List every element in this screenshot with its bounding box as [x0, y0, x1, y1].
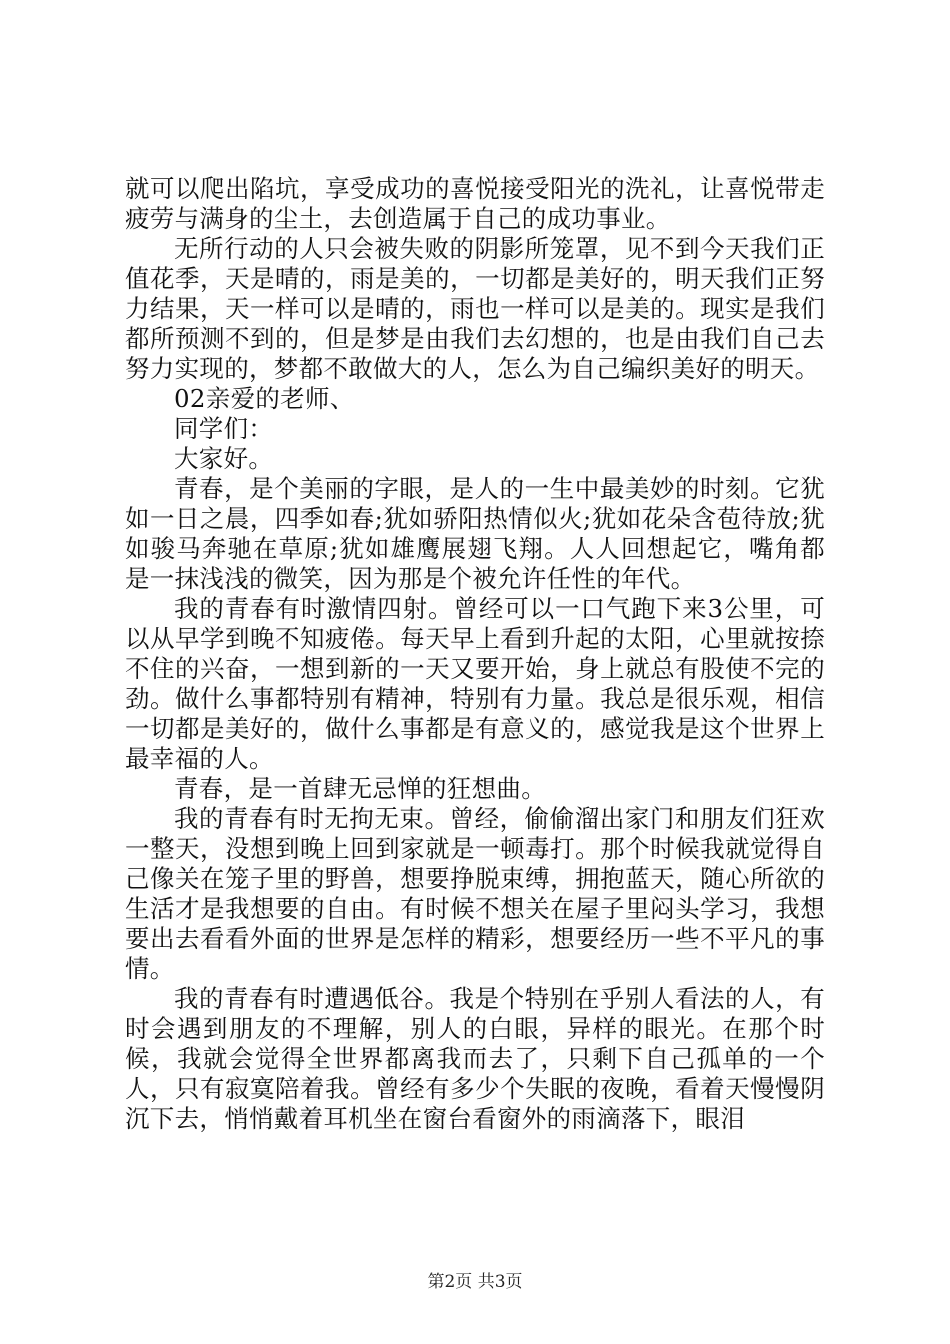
salutation-line: 同学们： [174, 414, 274, 443]
paragraph: 我的青春有时遭遇低谷。我是个特别在乎别人看法的人，有时会遇到朋友的不理解，别人的白眼，异样的眼光。在那个时候，我就会觉得全世界都离我而去了，只剩下自己孤单的一个人，只有寂寞陪着我。曾经有多少个失眠的夜晚，看着天慢慢阴沉下去，悄悄戴着耳机坐在窗台看窗外的雨滴落下，眼泪 [125, 984, 825, 1133]
greeting-line: 大家好。 [174, 444, 274, 473]
paragraph: 我的青春有时无拘无束。曾经，偷偷溜出家门和朋友们狂欢一整天，没想到晚上回到家就是一顿毒打。那个时候我就觉得自己像关在笼子里的野兽，想要挣脱束缚，拥抱蓝天，随心所欲的生活才是我想要的自由。有时候不想关在屋子里闷头学习，我想要出去看看外面的世界是怎样的精彩，想要经历一些不平凡的事情。 [125, 804, 825, 983]
paragraph: 我的青春有时激情四射。曾经可以一口气跑下来3公里，可以从早学到晚不知疲倦。每天早上看到升起的太阳，心里就按捺不住的兴奋，一想到新的一天又要开始，身上就总有股使不完的劲。做什么事都特别有精神，特别有力量。我总是很乐观，相信一切都是美好的，做什么事都是有意义的，感觉我是这个世界上最幸福的人。 [125, 594, 825, 773]
paragraph: 无所行动的人只会被失败的阴影所笼罩，见不到今天我们正值花季，天是晴的，雨是美的，一切都是美好的，明天我们正努力结果，天一样可以是晴的，雨也一样可以是美的。现实是我们都所预测不到的，但是梦是由我们去幻想的，也是由我们自己去努力实现的，梦都不敢做大的人，怎么为自己编织美好的明天。 [125, 234, 825, 383]
paragraph: 青春，是一首肆无忌惮的狂想曲。 [174, 774, 546, 803]
salutation-heading: 02亲爱的老师、 [174, 384, 355, 413]
page-footer: 第2页 共3页 [427, 1272, 523, 1292]
document-body [125, 174, 825, 1134]
paragraph: 就可以爬出陷坑，享受成功的喜悦接受阳光的洗礼，让喜悦带走疲劳与满身的尘土，去创造属于自己的成功事业。 [125, 174, 825, 233]
paragraph: 青春，是个美丽的字眼，是人的一生中最美妙的时刻。它犹如一日之晨，四季如春;犹如骄阳热情似火;犹如花朵含苞待放;犹如骏马奔驰在草原;犹如雄鹰展翅飞翔。人人回想起它，嘴角都是一抹浅浅的微笑，因为那是个被允许任性的年代。 [125, 474, 825, 593]
